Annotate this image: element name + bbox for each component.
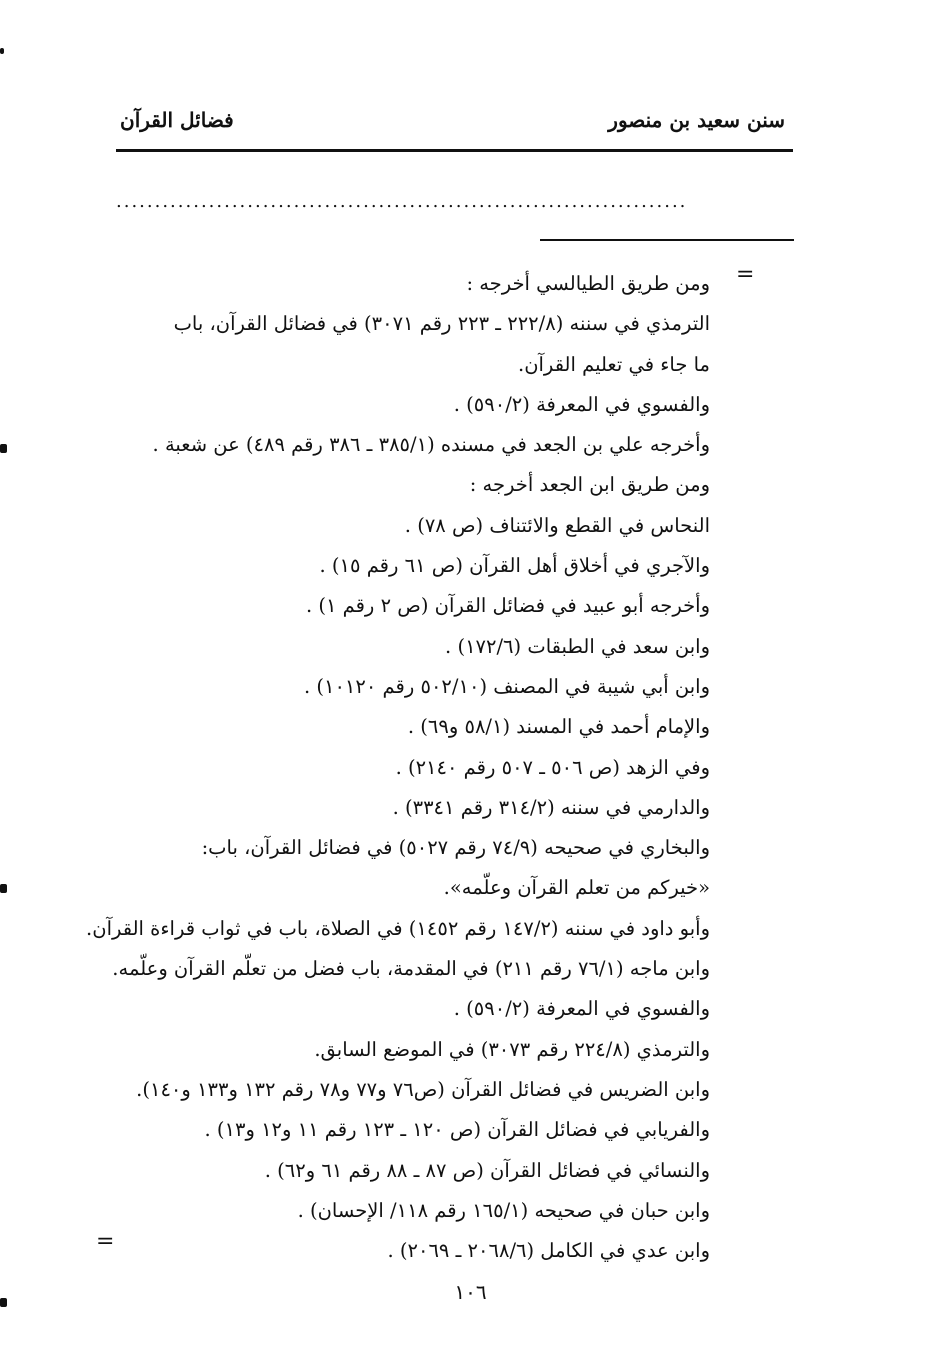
continuation-mark-bottom: = [96,1229,115,1254]
running-header-book-title: سنن سعيد بن منصور [608,108,785,132]
scan-mark [0,1298,7,1307]
text-line: وفي الزهد (ص ٥٠٦ ـ ٥٠٧ رقم ٢١٤٠) . [395,755,710,779]
text-line: وابن حبان في صحيحه (١٦٥/١ رقم ١١٨/ الإحسان) . [297,1198,710,1222]
text-line: والإمام أحمد في المسند (٥٨/١ و٦٩) . [407,715,710,739]
text-line: وابن الضريس في فضائل القرآن (ص٧٦ و٧٧ و٧٨ رقم ١٣٢ و١٣٣ و١٤٠). [136,1077,710,1101]
text-line: والنسائي في فضائل القرآن (ص ٨٧ ـ ٨٨ رقم ٦١ و٦٢) . [264,1158,710,1182]
text-line: والفسوي في المعرفة (٥٩٠/٢) . [453,997,710,1021]
text-line: ومن طريق ابن الجعد أخرجه : [469,473,710,497]
text-line: والترمذي (٢٢٤/٨ رقم ٣٠٧٣) في الموضع السابق. [314,1037,710,1061]
header-rule [116,149,793,152]
text-line: وابن ماجه (٧٦/١ رقم ٢١١) في المقدمة، باب فضل من تعلّم القرآن وعلّمه. [112,957,710,981]
scan-mark [0,884,7,893]
text-line: والدارمي في سننه (٣١٤/٢ رقم ٣٣٤١) . [392,795,710,819]
text-line: النحاس في القطع والائتناف (ص ٧٨) . [404,513,710,537]
text-line: والفسوي في المعرفة (٥٩٠/٢) . [453,392,710,416]
text-line: وابن عدي في الكامل (٢٠٦٨/٦ ـ ٢٠٦٩) . [387,1239,710,1263]
page-number: ١٠٦ [454,1280,487,1304]
scan-mark [0,48,4,54]
text-line: والفريابي في فضائل القرآن (ص ١٢٠ ـ ١٢٣ رقم ١١ و١٢ و١٣) . [204,1118,710,1142]
text-line: وأخرجه علي بن الجعد في مسنده (٣٨٥/١ ـ ٣٨٦ رقم ٤٨٩) عن شعبة . [152,433,710,457]
text-line: ما جاء في تعليم القرآن. [518,352,710,376]
scan-mark [0,444,7,453]
text-line: الترمذي في سننه (٢٢٢/٨ ـ ٢٢٣ رقم ٣٠٧١) في فضائل القرآن، باب [173,312,710,336]
footnote-rule [540,239,794,241]
text-line: والبخاري في صحيحه (٧٤/٩ رقم ٥٠٢٧) في فضائل القرآن، باب: [201,836,710,860]
text-line: وابن سعد في الطبقات (١٧٢/٦) . [445,634,710,658]
text-line: ومن طريق الطيالسي أخرجه : [466,272,710,295]
running-header-chapter-title: فضائل القرآن [120,108,234,132]
text-line: وأبو داود في سننه (١٤٧/٢ رقم ١٤٥٢) في الصلاة، باب في ثواب قراءة القرآن. [86,916,710,940]
continuation-mark-top: = [736,262,755,287]
footnote-text [86,264,710,1271]
text-line: «خيركم من تعلم القرآن وعلّمه». [443,876,710,900]
text-line: وأخرجه أبو عبيد في فضائل القرآن (ص ٢ رقم ١) . [305,594,710,618]
dotted-separator: .......................................................................... [116,192,688,212]
text-line: وابن أبي شيبة في المصنف (٥٠٢/١٠ رقم ١٠١٢٠) . [303,674,710,698]
text-line: والآجري في أخلاق أهل القرآن (ص ٦١ رقم ١٥) . [319,554,710,578]
